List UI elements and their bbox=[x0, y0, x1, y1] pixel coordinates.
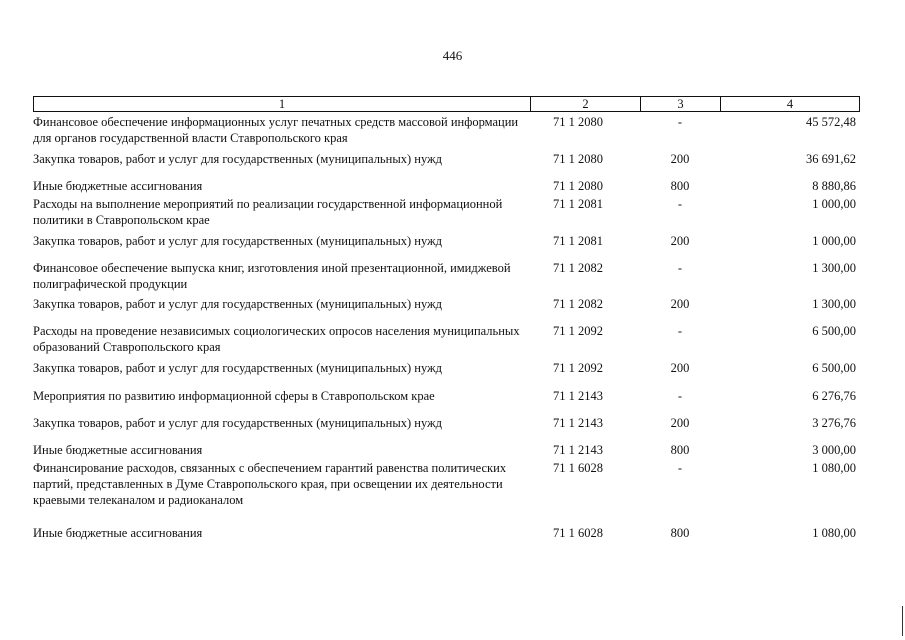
row-name: Закупка товаров, работ и услуг для государственных (муниципальных) нужд bbox=[33, 234, 443, 248]
row-code: 71 1 2082 bbox=[553, 297, 603, 311]
row-amount: 45 572,48 bbox=[806, 115, 856, 129]
row-type: - bbox=[677, 197, 683, 211]
row-amount: 8 880,86 bbox=[812, 179, 856, 193]
row-type: 200 bbox=[670, 297, 690, 311]
row-code: 71 1 2092 bbox=[553, 361, 603, 375]
row-name: Закупка товаров, работ и услуг для государственных (муниципальных) нужд bbox=[33, 297, 443, 311]
row-type: - bbox=[677, 324, 683, 338]
scan-edge-mark bbox=[902, 606, 903, 636]
row-amount: 36 691,62 bbox=[806, 152, 856, 166]
row-amount: 6 276,76 bbox=[812, 389, 856, 403]
table-header bbox=[33, 96, 860, 112]
row-code: 71 1 2080 bbox=[553, 152, 603, 166]
row-name: Иные бюджетные ассигнования bbox=[33, 179, 203, 193]
row-code: 71 1 6028 bbox=[553, 461, 603, 475]
row-type: 800 bbox=[670, 526, 690, 540]
row-amount: 1 000,00 bbox=[812, 234, 856, 248]
row-code: 71 1 6028 bbox=[553, 526, 603, 540]
row-name: Мероприятия по развитию информационной сферы в Ставропольском крае bbox=[33, 389, 435, 403]
row-amount: 1 300,00 bbox=[812, 261, 856, 275]
row-name: Финансовое обеспечение выпуска книг, изготовления иной презентационной, имиджевой полиграфической продукции bbox=[33, 261, 511, 291]
row-name: Закупка товаров, работ и услуг для государственных (муниципальных) нужд bbox=[33, 152, 443, 166]
header-col-4: 4 bbox=[786, 97, 794, 111]
row-name: Расходы на выполнение мероприятий по реализации государственной информационной политики в Ставропольском крае bbox=[33, 197, 503, 227]
row-type: 200 bbox=[670, 416, 690, 430]
row-amount: 6 500,00 bbox=[812, 361, 856, 375]
row-code: 71 1 2081 bbox=[553, 197, 603, 211]
row-type: 800 bbox=[670, 179, 690, 193]
row-name: Закупка товаров, работ и услуг для государственных (муниципальных) нужд bbox=[33, 361, 443, 375]
row-code: 71 1 2080 bbox=[553, 115, 603, 129]
row-name: Финансовое обеспечение информационных услуг печатных средств массовой информации для органов государственной власти Ставропольского края bbox=[33, 115, 519, 145]
row-name: Финансирование расходов, связанных с обеспечением гарантий равенства политических партий, представленных в Думе Ставропольского края, при освещении их деятельности краевыми телеканалом и радиоканалом bbox=[33, 461, 507, 507]
header-col-1: 1 bbox=[34, 97, 531, 111]
row-amount: 1 080,00 bbox=[812, 526, 856, 540]
row-type: 200 bbox=[670, 152, 690, 166]
row-code: 71 1 2143 bbox=[553, 443, 603, 457]
row-amount: 1 000,00 bbox=[812, 197, 856, 211]
header-col-2: 2 bbox=[531, 97, 641, 111]
row-code: 71 1 2080 bbox=[553, 179, 603, 193]
row-name: Расходы на проведение независимых социологических опросов населения муниципальных образований Ставропольского края bbox=[33, 324, 520, 354]
row-amount: 3 276,76 bbox=[812, 416, 856, 430]
row-type: 200 bbox=[670, 361, 690, 375]
row-type: 200 bbox=[670, 234, 690, 248]
row-code: 71 1 2143 bbox=[553, 389, 603, 403]
row-type: - bbox=[677, 461, 683, 475]
page-number: 446 bbox=[442, 48, 463, 63]
row-amount: 1 300,00 bbox=[812, 297, 856, 311]
row-type: 800 bbox=[670, 443, 690, 457]
row-code: 71 1 2081 bbox=[553, 234, 603, 248]
row-name: Закупка товаров, работ и услуг для государственных (муниципальных) нужд bbox=[33, 416, 443, 430]
row-name: Иные бюджетные ассигнования bbox=[33, 526, 203, 540]
row-amount: 1 080,00 bbox=[812, 461, 856, 475]
row-name: Иные бюджетные ассигнования bbox=[33, 443, 203, 457]
row-code: 71 1 2092 bbox=[553, 324, 603, 338]
row-type: - bbox=[677, 261, 683, 275]
row-type: - bbox=[677, 389, 683, 403]
row-type: - bbox=[677, 115, 683, 129]
row-code: 71 1 2143 bbox=[553, 416, 603, 430]
row-amount: 6 500,00 bbox=[812, 324, 856, 338]
header-col-3: 3 bbox=[641, 97, 721, 111]
row-code: 71 1 2082 bbox=[553, 261, 603, 275]
row-amount: 3 000,00 bbox=[812, 443, 856, 457]
